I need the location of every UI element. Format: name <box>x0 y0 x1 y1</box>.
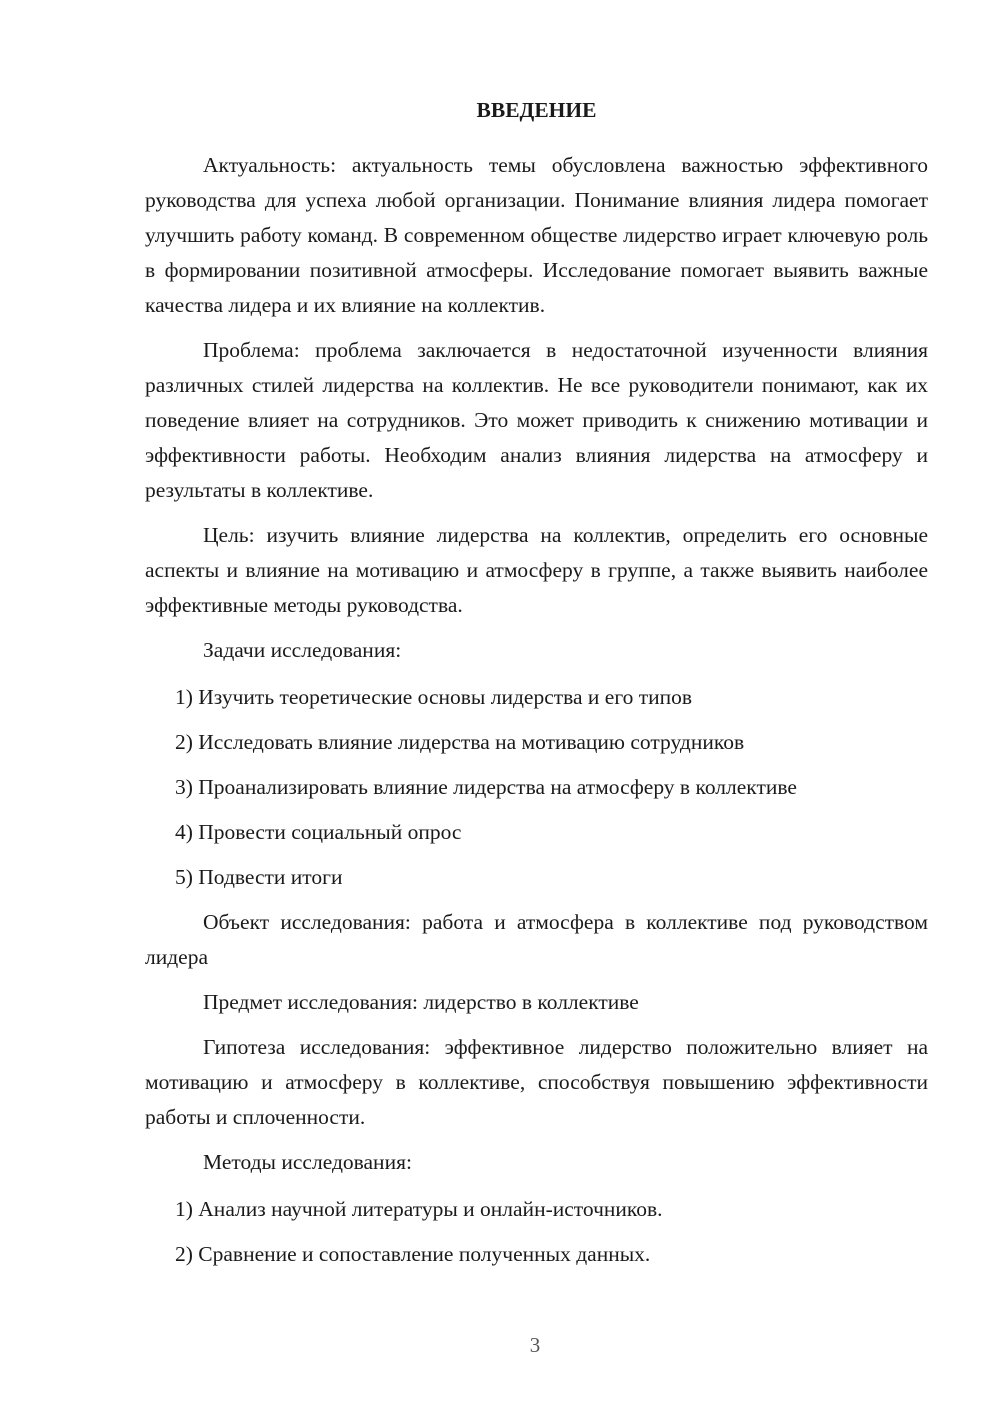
paragraph-subject: Предмет исследования: лидерство в коллективе <box>203 990 639 1014</box>
paragraph-problem: Проблема: проблема заключается в недостаточной изученности влияния различных стилей лидерства на коллектив. Не все руководители понимают, как их поведение влияет на сотрудников. Это может приводить к снижению мотивации и эффективности работы. Необходим анализ влияния лидерства на атмосферу и результаты в коллективе. <box>145 338 928 502</box>
list-item: 3) Проанализировать влияние лидерства на атмосферу в коллективе <box>175 775 797 799</box>
tasks-label: Задачи исследования: <box>203 638 402 662</box>
page-number: 3 <box>529 1333 541 1357</box>
paragraph-relevance: Актуальность: актуальность темы обусловлена важностью эффективного руководства для успеха любой организации. Понимание влияния лидера помогает улучшить работу команд. В современном обществе лидерство играет ключевую роль в формировании позитивной атмосферы. Исследование помогает выявить важные качества лидера и их влияние на коллектив. <box>145 153 928 317</box>
paragraph-hypothesis: Гипотеза исследования: эффективное лидерство положительно влияет на мотивацию и атмосферу в коллективе, способствуя повышению эффективности работы и сплоченности. <box>145 1035 928 1129</box>
list-item: 2) Сравнение и сопоставление полученных данных. <box>175 1242 651 1266</box>
list-item: 2) Исследовать влияние лидерства на мотивацию сотрудников <box>175 730 745 754</box>
list-item: 5) Подвести итоги <box>175 865 343 889</box>
methods-label: Методы исследования: <box>203 1150 412 1174</box>
paragraph-goal: Цель: изучить влияние лидерства на коллектив, определить его основные аспекты и влияние на мотивацию и атмосферу в группе, а также выявить наиболее эффективные методы руководства. <box>145 523 928 617</box>
list-item: 1) Анализ научной литературы и онлайн-источников. <box>175 1197 663 1221</box>
list-item: 1) Изучить теоретические основы лидерства и его типов <box>175 685 693 709</box>
paragraph-object: Объект исследования: работа и атмосфера в коллективе под руководством лидера <box>145 910 928 969</box>
page-title: ВВЕДЕНИЕ <box>476 98 597 122</box>
page-content <box>145 93 928 1272</box>
list-item: 4) Провести социальный опрос <box>175 820 462 844</box>
